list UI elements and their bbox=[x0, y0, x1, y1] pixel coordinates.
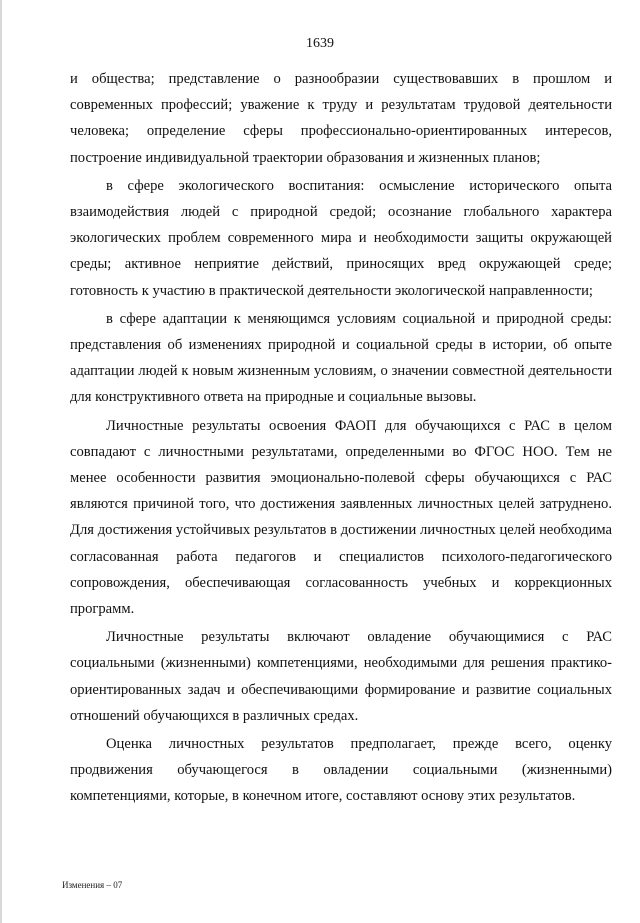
document-body bbox=[70, 66, 612, 810]
paragraph-assessment: Оценка личностных результатов предполагает, прежде всего, оценку продвижения обучающегося в овладении социальными (жизненными) компетенциями, которые, в конечном итоге, составляют основу этих результатов. bbox=[70, 736, 612, 805]
scan-edge bbox=[0, 0, 2, 923]
paragraph-ecological-education: в сфере экологического воспитания: осмысление исторического опыта взаимодействия людей с природной средой; осознание глобального характера экологических проблем современного мира и необходимости защиты окружающей среды; активное неприятие действий, приносящих вред окружающей среде; готовность к участию в практической деятельности экологической направленности; bbox=[70, 177, 612, 299]
paragraph-career-education: и общества; представление о разнообразии существовавших в прошлом и современных профессий; уважение к труду и результатам трудовой деятельности человека; определение сферы профессионально-ориентированных интересов, построение индивидуальной траектории образования и жизненных планов; bbox=[70, 71, 612, 166]
paragraph-adaptation: в сфере адаптации к меняющимся условиям социальной и природной среды: представления об изменениях природной и социальной среды в истории, об опыте адаптации людей к новым жизненным условиям, о значении совместной деятельности для конструктивного ответа на природные и социальные вызовы. bbox=[70, 310, 612, 406]
page-footer: Изменения – 07 bbox=[62, 880, 123, 890]
paragraph-social-competencies: Личностные результаты включают овладение обучающимися с РАС социальными (жизненными) компетенциями, необходимыми для решения практико-ориентированных задач и обеспечивающими формирование и развитие социальных отношений обучающихся в различных средах. bbox=[70, 629, 612, 724]
page-number: 1639 bbox=[306, 36, 334, 51]
paragraph-personal-results: Личностные результаты освоения ФАОП для обучающихся с РАС в целом совпадают с личностными результатами, определенными во ФГОС НОО. Тем не менее особенности развития эмоционально-полевой сферы обучающихся с РАС являются причиной того, что достижения заявленных личностных целей затруднено. Для достижения устойчивых результатов в достижении личностных целей необходима согласованная работа педагогов и специалистов психолого-педагогического сопровождения, обеспечивающая согласованность учебных и коррекционных программ. bbox=[70, 417, 612, 618]
